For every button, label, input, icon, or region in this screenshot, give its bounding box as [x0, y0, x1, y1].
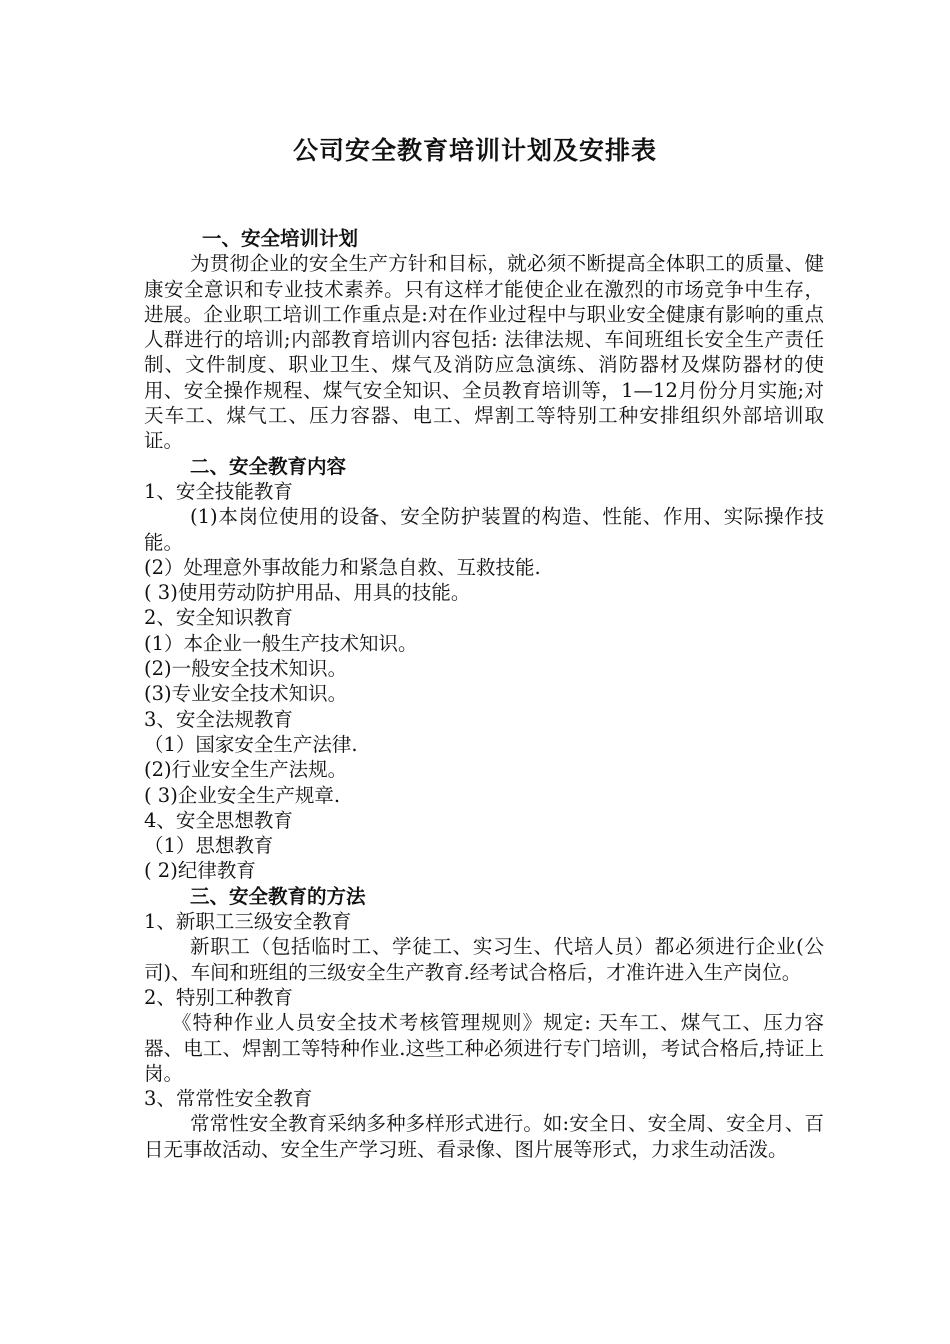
list-item: (1)本岗位使用的设备、安全防护装置的构造、性能、作用、实际操作技能。 [144, 505, 824, 554]
subsection-label: 2、安全知识教育 [144, 606, 293, 630]
list-item: ( 2)纪律教育 [144, 859, 256, 883]
list-item: ( 3)使用劳动防护用品、用具的技能。 [144, 581, 471, 605]
subsection-label: 4、安全思想教育 [144, 808, 293, 832]
subsection-label: 2、特别工种教育 [144, 985, 293, 1009]
subsection-label: 1、新职工三级安全教育 [144, 910, 352, 934]
subsection-paragraph: 常常性安全教育采纳多种多样形式进行。如:安全日、安全周、安全月、百日无事故活动、安全生产学习班、看录像、图片展等形式，力求生动活泼。 [144, 1112, 824, 1161]
list-item: （1）国家安全生产法律. [144, 732, 358, 756]
section-heading-2: 二、安全教育内容 [190, 454, 347, 478]
list-item: (2)一般安全技术知识。 [144, 657, 348, 681]
section-1-paragraph: 为贯彻企业的安全生产方针和目标，就必须不断提高全体职工的质量、健康安全意识和专业技术素养。只有这样才能使企业在激烈的市场竞争中生存，进展。企业职工培训工作重点是:对在作业过程中与职业安全健康有影响的重点人群进行的培训;内部教育培训内容包括: 法律法规、车间班组长安全生产责任制、文件制度、职业卫生、煤气及消防应急演练、消防器材及煤防器材的使用、安全操作规程、煤气安全知识、全员教育培训等，1—12月份分月实施;对天车工、煤气工、压力容器、电工、焊割工等特别工种安排组织外部培训取证。 [144, 252, 824, 453]
list-item: (1）本企业一般生产技术知识。 [144, 631, 418, 655]
list-item: (3)专业安全技术知识。 [144, 682, 348, 706]
subsection-paragraph: 新职工（包括临时工、学徒工、实习生、代培人员）都必须进行企业(公司)、车间和班组的三级安全生产教育.经考试合格后，才准许进入生产岗位。 [144, 935, 824, 984]
list-item: ( 3)企业安全生产规章. [144, 783, 341, 807]
subsection-label: 3、安全法规教育 [144, 707, 293, 731]
list-item: （1）思想教育 [144, 834, 274, 858]
subsection-label: 1、安全技能教育 [144, 479, 293, 503]
page-title: 公司安全教育培训计划及安排表 [292, 136, 657, 165]
subsection-label: 3、常常性安全教育 [144, 1087, 313, 1111]
list-item: (2)行业安全生产法规。 [144, 758, 348, 782]
document-body [144, 226, 824, 1162]
list-item: (2）处理意外事故能力和紧急自救、互救技能. [144, 555, 541, 579]
section-heading-1: 一、安全培训计划 [202, 227, 359, 250]
subsection-paragraph: 《特种作业人员安全技术考核管理规则》规定: 天车工、煤气工、压力容器、电工、焊割工等特种作业.这些工种必须进行专门培训，考试合格后,持证上岗。 [144, 1011, 824, 1085]
section-heading-3: 三、安全教育的方法 [190, 884, 366, 908]
